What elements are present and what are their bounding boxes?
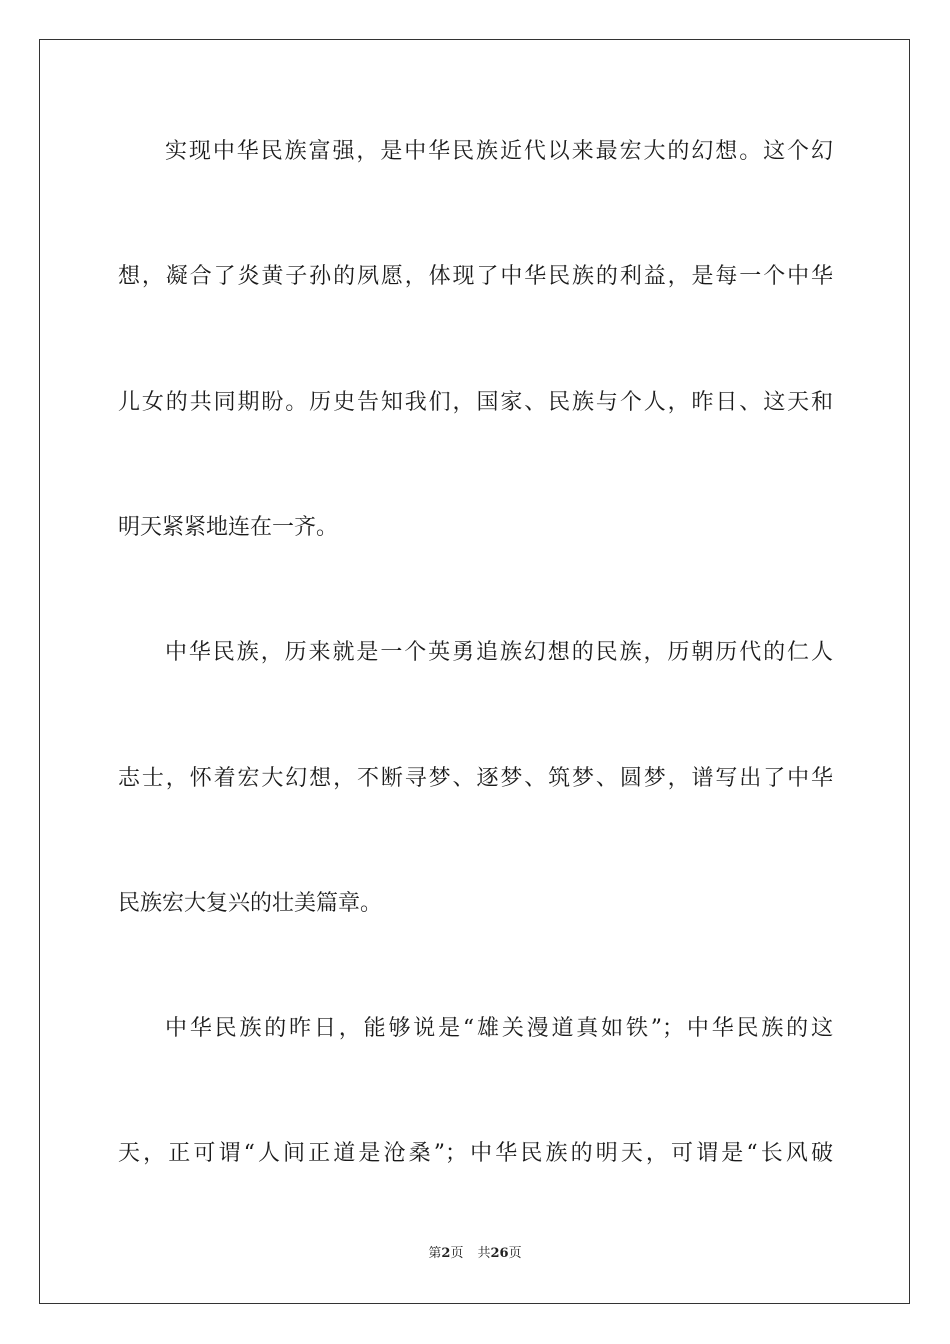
paragraph-2-line-1: 中华民族，历来就是一个英勇追族幻想的民族，历朝历代的仁人 — [165, 640, 833, 665]
paragraph-3-line-1: 中华民族的昨日，能够说是“雄关漫道真如铁”；中华民族的这 — [165, 1016, 833, 1041]
footer-page-suffix: 页 — [450, 1246, 464, 1261]
paragraph-3-line-2: 天，正可谓“人间正道是沧桑”；中华民族的明天，可谓是“长风破 — [118, 1141, 833, 1166]
footer-total-suffix: 页 — [508, 1246, 522, 1261]
page-border — [39, 39, 910, 1304]
paragraph-2-line-2: 志士，怀着宏大幻想，不断寻梦、逐梦、筑梦、圆梦，谱写出了中华 — [118, 766, 833, 791]
paragraph-1-line-1: 实现中华民族富强，是中华民族近代以来最宏大的幻想。这个幻 — [165, 139, 833, 164]
paragraph-2-line-3: 民族宏大复兴的壮美篇章。 — [118, 891, 383, 916]
paragraph-1-line-2: 想，凝合了炎黄子孙的夙愿，体现了中华民族的利益，是每一个中华 — [118, 264, 833, 289]
footer-total-prefix: 共 — [477, 1246, 491, 1261]
paragraph-1-line-3: 儿女的共同期盼。历史告知我们，国家、民族与个人，昨日、这天和 — [118, 390, 833, 415]
footer-total-number: 26 — [490, 1246, 509, 1261]
paragraph-1-line-4: 明天紧紧地连在一齐。 — [118, 515, 339, 540]
footer-page-number: 2 — [441, 1246, 451, 1261]
page-footer — [0, 1245, 950, 1263]
footer-page-prefix: 第 — [428, 1246, 442, 1261]
